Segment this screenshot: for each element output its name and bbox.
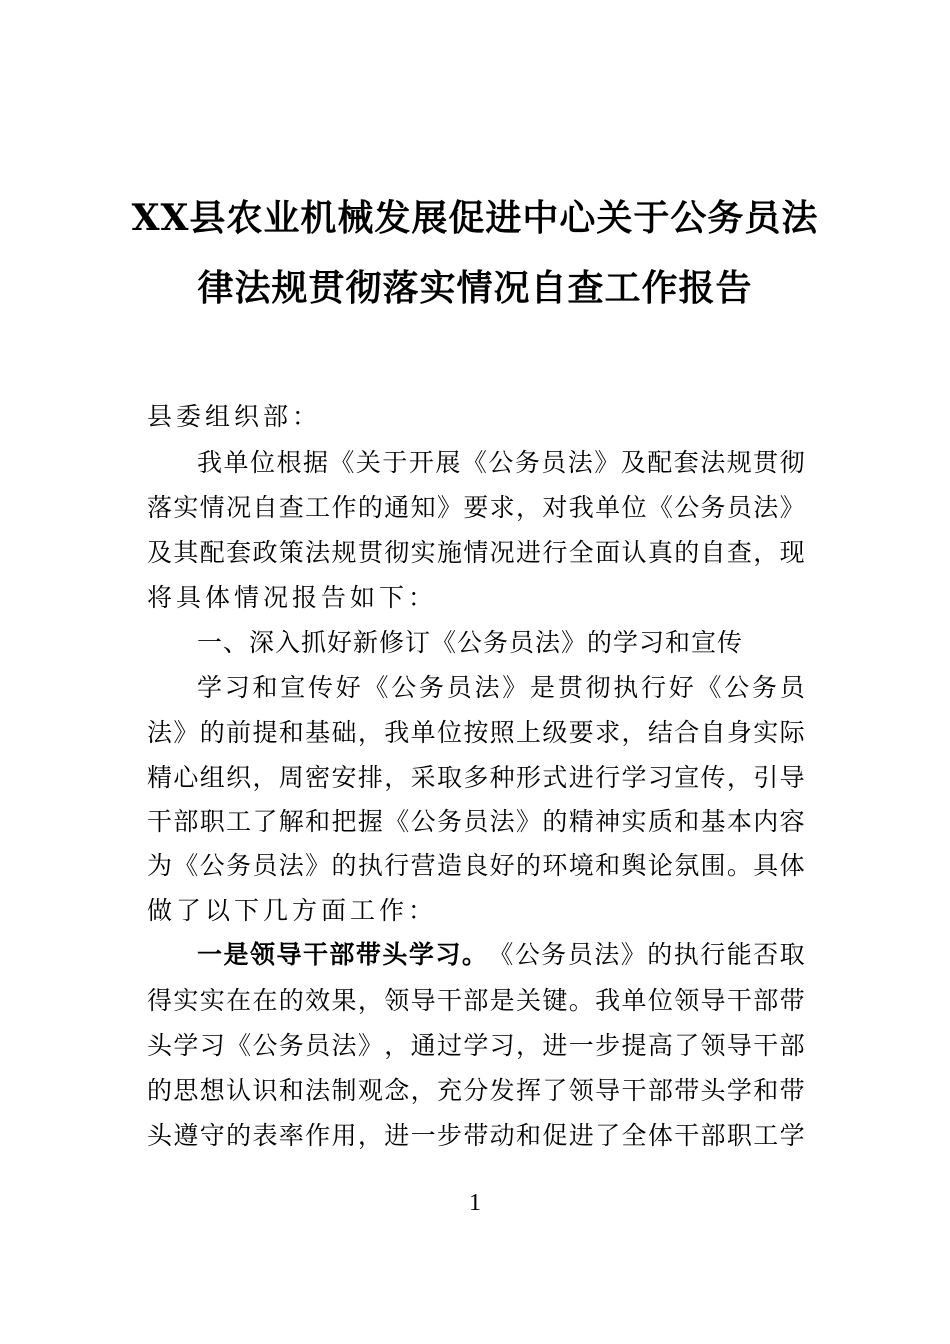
section-heading: 一、深入抓好新修订《公务员法》的学习和宣传 (197, 628, 744, 657)
intro-line: 及 其 配 套 政 策 法 规 贯 彻 实 施 情 况 进 行 全 面 认 真 的 自 查 ， 现 (147, 538, 805, 567)
point-first-line: 一 是 领 导 干 部 带 头 学 习 。 《 公 务 员 法 》 的 执 行 能 否 取 (197, 940, 805, 969)
page-number: 1 (469, 1190, 481, 1216)
paragraph-line: 干 部 职 工 了 解 和 把 握 《 公 务 员 法 》 的 精 神 实 质 和 基 本 内 容 (147, 807, 805, 836)
paragraph-line: 得 实 实 在 在 的 效 果 ， 领 导 干 部 是 关 键 。 我 单 位 领 导 干 部 带 (147, 986, 805, 1015)
paragraph-line: 头 学 习 《 公 务 员 法 》 ， 通 过 学 习 ， 进 一 步 提 高 了 领 导 干 部 (147, 1031, 805, 1060)
paragraph-line: 为 《 公 务 员 法 》 的 执 行 营 造 良 好 的 环 境 和 舆 论 氛 围 。 具 体 (147, 851, 805, 880)
paragraph-line: 的 思 想 认 识 和 法 制 观 念 ， 充 分 发 挥 了 领 导 干 部 带 头 学 和 带 (147, 1076, 805, 1105)
intro-line: 我 单 位 根 据 《 关 于 开 展 《 公 务 员 法 》 及 配 套 法 规 贯 彻 (197, 448, 805, 477)
document-title-line-1: XX县农业机械发展促进中心关于公务员法 (131, 197, 819, 239)
paragraph-line: 头 遵 守 的 表 率 作 用 ， 进 一 步 带 动 和 促 进 了 全 体 干 部 职 工 学 (147, 1121, 805, 1150)
paragraph-line: 学 习 和 宣 传 好 《 公 务 员 法 》 是 贯 彻 执 行 好 《 公 务 员 (197, 673, 805, 702)
intro-line: 落 实 情 况 自 查 工 作 的 通 知 》 要 求 ， 对 我 单 位 《 公 务 员 法 》 (147, 493, 805, 522)
paragraph-line: 法 》 的 前 提 和 基 础 ， 我 单 位 按 照 上 级 要 求 ， 结 合 自 身 实 际 (147, 718, 805, 747)
paragraph-line: 精 心 组 织 ， 周 密 安 排 ， 采 取 多 种 形 式 进 行 学 习 宣 传 ， 引 导 (147, 763, 805, 792)
salutation: 县委组织部： (147, 402, 322, 431)
intro-line: 将具体情况报告如下： (147, 583, 438, 612)
document-title-line-2: 律法规贯彻落实情况自查工作报告 (197, 267, 753, 309)
paragraph-line: 做了以下几方面工作： (147, 896, 438, 925)
